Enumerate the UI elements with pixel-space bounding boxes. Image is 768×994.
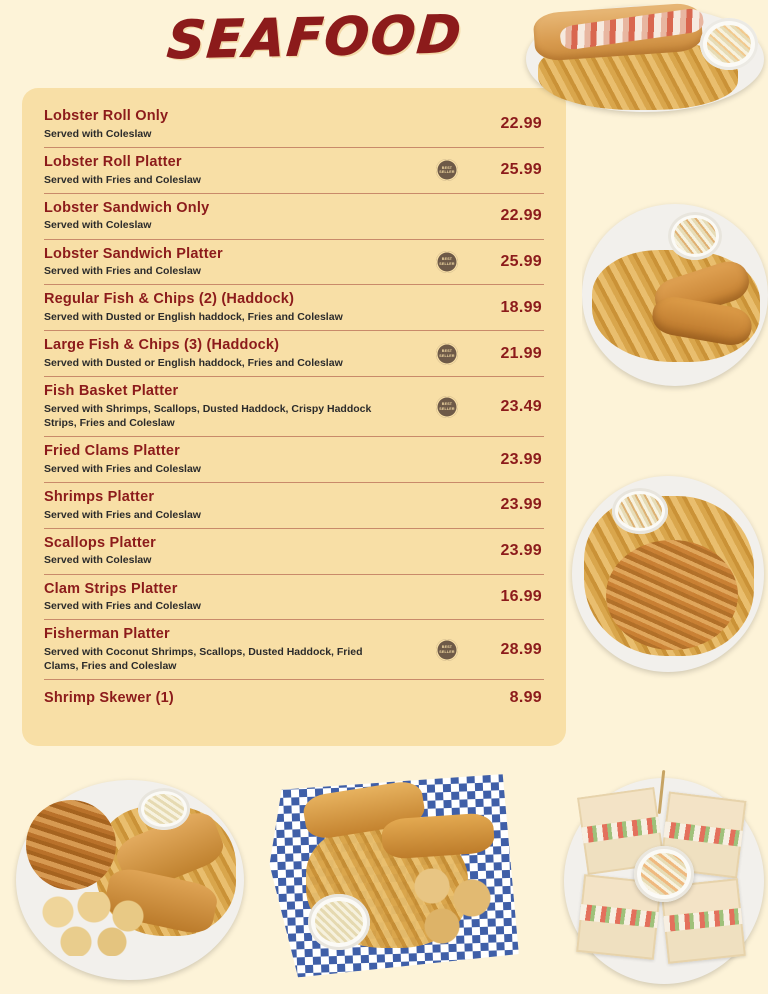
coleslaw-cup-shape	[612, 488, 668, 534]
menu-item	[44, 483, 544, 529]
menu-item-price: 18.99	[500, 298, 542, 316]
photo-fish-and-chips	[582, 198, 768, 398]
menu-item-description: Served with Shrimps, Scallops, Dusted Haddock, Crispy Haddock Strips, Fries and Coleslaw	[44, 402, 372, 429]
menu-item	[44, 331, 544, 377]
menu-item-description: Served with Dusted or English haddock, Fries and Coleslaw	[44, 356, 343, 369]
menu-item-price: 22.99	[500, 115, 542, 133]
menu-item	[44, 102, 544, 148]
menu-item	[44, 529, 544, 575]
coleslaw-cup-shape	[308, 894, 370, 950]
menu-item-name: Lobster Sandwich Only	[44, 199, 210, 216]
menu-item-price: 22.99	[500, 207, 542, 225]
coleslaw-cup-shape	[668, 212, 722, 260]
best-seller-badge-icon: BEST SELLER	[436, 396, 458, 418]
menu-item	[44, 680, 544, 715]
menu-item-description: Served with Fries and Coleslaw	[44, 265, 201, 278]
best-seller-badge-icon: BEST SELLER	[436, 343, 458, 365]
menu-item	[44, 285, 544, 331]
menu-item	[44, 575, 544, 621]
best-seller-badge-icon: BEST SELLER	[436, 251, 458, 273]
menu-item-price: 16.99	[500, 588, 542, 606]
menu-item-name: Fisherman Platter	[44, 626, 170, 643]
menu-item	[44, 620, 544, 680]
menu-item-description: Served with Coleslaw	[44, 127, 152, 140]
sandwich-filling-shape	[663, 821, 742, 846]
menu-item	[44, 377, 544, 437]
coleslaw-cup-shape	[700, 18, 758, 70]
menu-item-price: 28.99	[500, 640, 542, 658]
lobster-meat-shape	[559, 7, 705, 51]
menu-item-price: 8.99	[509, 688, 542, 706]
menu-item-name: Fried Clams Platter	[44, 443, 180, 460]
menu-card	[22, 88, 566, 746]
menu-item-name: Scallops Platter	[44, 534, 156, 551]
fried-clams-shape	[26, 800, 116, 890]
menu-item-description: Served with Dusted or English haddock, Fries and Coleslaw	[44, 311, 343, 324]
menu-item-name: Clam Strips Platter	[44, 580, 178, 597]
menu-item-name: Fish Basket Platter	[44, 383, 179, 400]
menu-item-description: Served with Coleslaw	[44, 219, 152, 232]
menu-item-price: 23.99	[500, 496, 542, 514]
menu-item-name: Large Fish & Chips (3) (Haddock)	[44, 337, 280, 354]
sandwich-filling-shape	[663, 908, 742, 932]
photo-clam-strips	[568, 470, 768, 686]
photo-fish-basket	[262, 772, 524, 984]
menu-item-description: Served with Coleslaw	[44, 554, 152, 567]
sandwich-filling-shape	[581, 817, 660, 844]
menu-item-name: Shrimp Skewer (1)	[44, 690, 174, 707]
menu-item-price: 23.99	[500, 542, 542, 560]
coleslaw-cup-shape	[138, 788, 190, 830]
menu-item-price: 23.49	[500, 397, 542, 415]
menu-item-description: Served with Fries and Coleslaw	[44, 600, 201, 613]
menu-item-description: Served with Coconut Shrimps, Scallops, Dusted Haddock, Fried Clams, Fries and Coleslaw	[44, 646, 363, 673]
menu-item-price: 21.99	[500, 344, 542, 362]
menu-item-name: Regular Fish & Chips (2) (Haddock)	[44, 291, 295, 308]
scallops-shape	[40, 892, 150, 956]
photo-lobster-club-sandwich	[560, 770, 768, 994]
menu-item-name: Lobster Roll Platter	[44, 153, 182, 170]
menu-item-price: 23.99	[500, 450, 542, 468]
coleslaw-cup-shape	[634, 846, 694, 902]
menu-item	[44, 240, 544, 286]
menu-item-description: Served with Fries and Coleslaw	[44, 173, 201, 186]
menu-item-name: Shrimps Platter	[44, 488, 155, 505]
menu-item-description: Served with Fries and Coleslaw	[44, 508, 201, 521]
menu-item	[44, 148, 544, 194]
menu-item-description: Served with Fries and Coleslaw	[44, 462, 201, 475]
page-title: SEAFOOD	[165, 4, 465, 72]
clam-strips-shape	[606, 540, 738, 650]
photo-fisherman-platter	[10, 770, 250, 990]
menu-item-price: 25.99	[500, 161, 542, 179]
best-seller-badge-icon: BEST SELLER	[436, 639, 458, 661]
best-seller-badge-icon: BEST SELLER	[436, 159, 458, 181]
menu-item-name: Lobster Roll Only	[44, 108, 169, 124]
menu-item-name: Lobster Sandwich Platter	[44, 245, 223, 262]
menu-item-price: 25.99	[500, 252, 542, 270]
photo-lobster-roll	[520, 0, 768, 120]
scallops-shape	[412, 868, 508, 948]
menu-item	[44, 194, 544, 240]
menu-item	[44, 437, 544, 483]
sandwich-filling-shape	[579, 904, 658, 928]
